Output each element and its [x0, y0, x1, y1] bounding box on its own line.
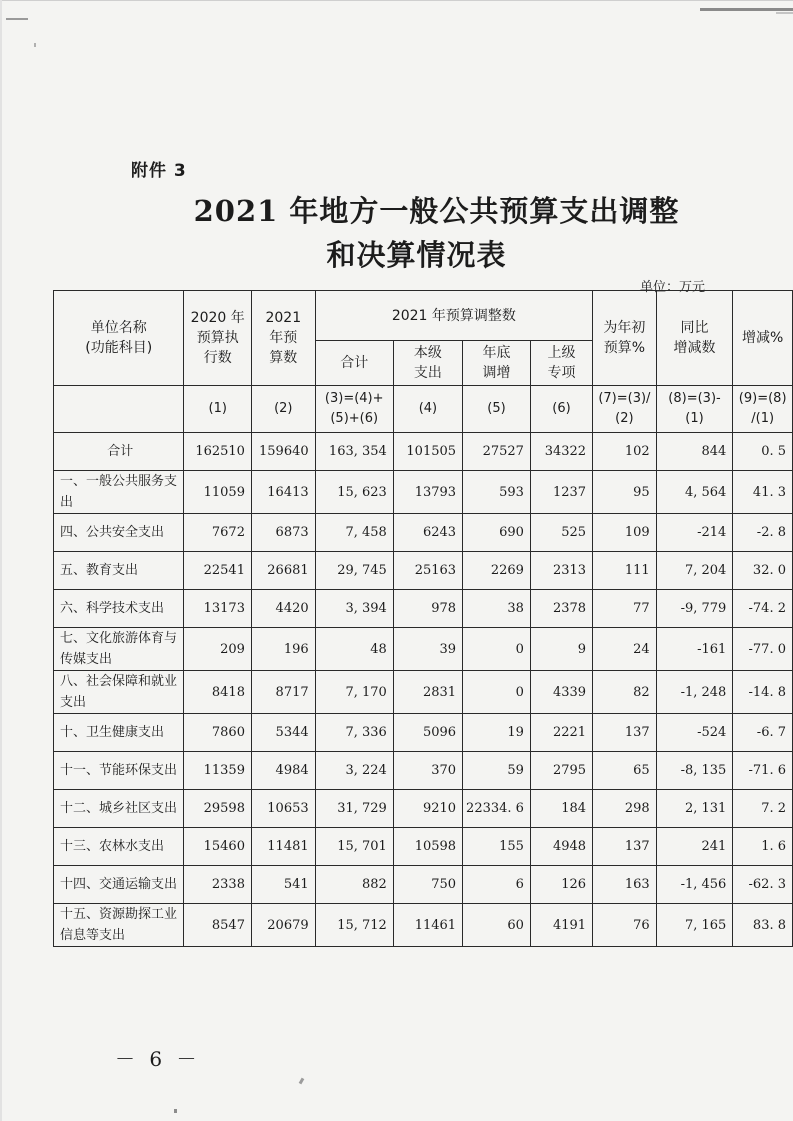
row-value-c4: 370 — [393, 752, 462, 790]
row-value-c4: 101505 — [393, 433, 462, 471]
document-title-line1: 2021 年地方一般公共预算支出调整 — [193, 194, 680, 228]
header-index-3: (3)=(4)+ (5)+(6) — [315, 386, 393, 433]
row-value-c3: 882 — [315, 866, 393, 904]
row-value-c7: 109 — [593, 514, 657, 552]
row-value-c8: -524 — [656, 714, 733, 752]
row-value-c2: 4984 — [251, 752, 315, 790]
row-value-c3: 7, 458 — [315, 514, 393, 552]
row-value-c8: 4, 564 — [656, 471, 733, 514]
row-category-name: 一、一般公共服务支出 — [54, 471, 184, 514]
row-value-c7: 102 — [593, 433, 657, 471]
row-value-c6: 2378 — [530, 590, 592, 628]
scan-edge-top — [0, 0, 793, 1]
row-value-c8: -9, 779 — [656, 590, 733, 628]
row-value-c6: 9 — [530, 628, 592, 671]
header-index-7: (7)=(3)/ (2) — [593, 386, 657, 433]
row-category-name: 六、科学技术支出 — [54, 590, 184, 628]
row-value-c5: 27527 — [463, 433, 531, 471]
row-value-c4: 750 — [393, 866, 462, 904]
header-change-pct: 增减% — [733, 291, 793, 386]
row-value-c9: 83. 8 — [733, 904, 793, 947]
row-value-c5: 59 — [463, 752, 531, 790]
row-value-c9: 1. 6 — [733, 828, 793, 866]
row-value-c2: 541 — [251, 866, 315, 904]
row-value-c5: 38 — [463, 590, 531, 628]
row-value-c2: 16413 — [251, 471, 315, 514]
row-value-c6: 525 — [530, 514, 592, 552]
header-index-blank — [54, 386, 184, 433]
row-value-c2: 26681 — [251, 552, 315, 590]
row-value-c8: -161 — [656, 628, 733, 671]
row-value-c4: 39 — [393, 628, 462, 671]
table-row — [54, 866, 793, 904]
scan-mark — [700, 8, 793, 11]
scan-speck — [34, 43, 36, 47]
row-value-c7: 298 — [593, 790, 657, 828]
header-index-1: (1) — [184, 386, 251, 433]
scan-edge-left — [0, 0, 2, 1121]
row-value-c3: 3, 394 — [315, 590, 393, 628]
table-row — [54, 514, 793, 552]
row-value-c2: 196 — [251, 628, 315, 671]
row-value-c4: 6243 — [393, 514, 462, 552]
header-total: 合计 — [315, 341, 393, 386]
row-value-c8: 844 — [656, 433, 733, 471]
row-value-c2: 11481 — [251, 828, 315, 866]
row-value-c7: 95 — [593, 471, 657, 514]
row-value-c6: 4191 — [530, 904, 592, 947]
row-value-c7: 137 — [593, 714, 657, 752]
row-value-c4: 2831 — [393, 671, 462, 714]
table-row — [54, 433, 793, 471]
row-value-c5: 0 — [463, 628, 531, 671]
row-value-c1: 29598 — [184, 790, 251, 828]
scan-mark — [6, 18, 28, 20]
row-value-c6: 34322 — [530, 433, 592, 471]
table-row — [54, 590, 793, 628]
scan-speck — [299, 1078, 305, 1085]
row-value-c8: -214 — [656, 514, 733, 552]
row-value-c5: 155 — [463, 828, 531, 866]
row-value-c7: 77 — [593, 590, 657, 628]
row-value-c1: 209 — [184, 628, 251, 671]
row-category-name: 十三、农林水支出 — [54, 828, 184, 866]
table-row — [54, 752, 793, 790]
row-category-name: 十五、资源勘探工业信息等支出 — [54, 904, 184, 947]
row-value-c5: 22334. 6 — [463, 790, 531, 828]
row-value-c3: 29, 745 — [315, 552, 393, 590]
row-value-c4: 5096 — [393, 714, 462, 752]
row-value-c7: 82 — [593, 671, 657, 714]
row-value-c9: 7. 2 — [733, 790, 793, 828]
row-value-c1: 7672 — [184, 514, 251, 552]
row-value-c3: 7, 336 — [315, 714, 393, 752]
row-value-c6: 1237 — [530, 471, 592, 514]
row-value-c6: 4948 — [530, 828, 592, 866]
row-value-c2: 4420 — [251, 590, 315, 628]
row-value-c7: 76 — [593, 904, 657, 947]
row-value-c4: 25163 — [393, 552, 462, 590]
row-value-c5: 19 — [463, 714, 531, 752]
table-row — [54, 471, 793, 514]
row-category-name: 四、公共安全支出 — [54, 514, 184, 552]
row-category-name: 合计 — [54, 433, 184, 471]
header-index-4: (4) — [393, 386, 462, 433]
row-value-c1: 8418 — [184, 671, 251, 714]
row-value-c5: 6 — [463, 866, 531, 904]
row-value-c1: 11059 — [184, 471, 251, 514]
header-index-8: (8)=(3)- (1) — [656, 386, 733, 433]
row-value-c7: 65 — [593, 752, 657, 790]
row-value-c6: 184 — [530, 790, 592, 828]
row-category-name: 八、社会保障和就业支出 — [54, 671, 184, 714]
row-value-c1: 162510 — [184, 433, 251, 471]
row-value-c5: 2269 — [463, 552, 531, 590]
row-value-c2: 8717 — [251, 671, 315, 714]
row-value-c9: -6. 7 — [733, 714, 793, 752]
row-value-c9: -74. 2 — [733, 590, 793, 628]
table-row — [54, 714, 793, 752]
header-superior-special: 上级 专项 — [530, 341, 592, 386]
header-index-6: (6) — [530, 386, 592, 433]
header-2021-adjustment-group: 2021 年预算调整数 — [315, 291, 592, 341]
row-value-c6: 2221 — [530, 714, 592, 752]
row-category-name: 七、文化旅游体育与传媒支出 — [54, 628, 184, 671]
row-value-c5: 593 — [463, 471, 531, 514]
table-row — [54, 790, 793, 828]
row-value-c7: 111 — [593, 552, 657, 590]
row-value-c1: 2338 — [184, 866, 251, 904]
row-value-c7: 137 — [593, 828, 657, 866]
row-value-c3: 15, 701 — [315, 828, 393, 866]
table-row — [54, 904, 793, 947]
row-value-c5: 0 — [463, 671, 531, 714]
table-row — [54, 628, 793, 671]
row-value-c3: 7, 170 — [315, 671, 393, 714]
row-value-c7: 163 — [593, 866, 657, 904]
row-value-c8: -1, 456 — [656, 866, 733, 904]
scan-mark — [776, 12, 793, 14]
row-value-c7: 24 — [593, 628, 657, 671]
row-value-c8: 241 — [656, 828, 733, 866]
scan-speck — [174, 1109, 177, 1113]
row-value-c4: 11461 — [393, 904, 462, 947]
header-yoy-change: 同比 增减数 — [656, 291, 733, 386]
document-title-line2: 和决算情况表 — [326, 238, 507, 272]
page-number: － 6 － — [115, 1047, 201, 1071]
attachment-label: 附件 3 — [131, 161, 187, 181]
row-value-c4: 978 — [393, 590, 462, 628]
row-value-c6: 4339 — [530, 671, 592, 714]
row-value-c9: -2. 8 — [733, 514, 793, 552]
header-index-5: (5) — [463, 386, 531, 433]
row-value-c5: 60 — [463, 904, 531, 947]
row-value-c9: -14. 8 — [733, 671, 793, 714]
row-value-c3: 15, 623 — [315, 471, 393, 514]
row-value-c8: -8, 135 — [656, 752, 733, 790]
row-value-c1: 13173 — [184, 590, 251, 628]
table-row — [54, 828, 793, 866]
row-value-c9: 41. 3 — [733, 471, 793, 514]
row-value-c1: 8547 — [184, 904, 251, 947]
row-value-c3: 15, 712 — [315, 904, 393, 947]
row-value-c3: 3, 224 — [315, 752, 393, 790]
header-2021-budget: 2021 年预 算数 — [251, 291, 315, 386]
table-row — [54, 671, 793, 714]
header-index-2: (2) — [251, 386, 315, 433]
row-category-name: 十、卫生健康支出 — [54, 714, 184, 752]
row-value-c1: 15460 — [184, 828, 251, 866]
row-value-c1: 22541 — [184, 552, 251, 590]
row-value-c6: 126 — [530, 866, 592, 904]
table-row — [54, 552, 793, 590]
row-value-c8: 2, 131 — [656, 790, 733, 828]
row-category-name: 五、教育支出 — [54, 552, 184, 590]
row-value-c8: -1, 248 — [656, 671, 733, 714]
row-value-c6: 2795 — [530, 752, 592, 790]
row-value-c4: 10598 — [393, 828, 462, 866]
row-value-c1: 7860 — [184, 714, 251, 752]
row-value-c2: 20679 — [251, 904, 315, 947]
row-value-c3: 48 — [315, 628, 393, 671]
row-value-c9: 0. 5 — [733, 433, 793, 471]
row-value-c9: -62. 3 — [733, 866, 793, 904]
row-value-c2: 6873 — [251, 514, 315, 552]
row-value-c9: -71. 6 — [733, 752, 793, 790]
row-value-c3: 163, 354 — [315, 433, 393, 471]
row-value-c8: 7, 165 — [656, 904, 733, 947]
unit-label: 单位：万元 — [640, 280, 706, 295]
header-year-end-increase: 年底 调增 — [463, 341, 531, 386]
row-value-c4: 13793 — [393, 471, 462, 514]
row-value-c6: 2313 — [530, 552, 592, 590]
header-pct-of-initial: 为年初 预算% — [593, 291, 657, 386]
row-category-name: 十一、节能环保支出 — [54, 752, 184, 790]
row-value-c5: 690 — [463, 514, 531, 552]
budget-table — [53, 290, 793, 947]
header-local-expenditure: 本级 支出 — [393, 341, 462, 386]
header-unit-name: 单位名称 (功能科目) — [54, 291, 184, 386]
row-value-c9: -77. 0 — [733, 628, 793, 671]
row-value-c4: 9210 — [393, 790, 462, 828]
header-index-9: (9)=(8) /(1) — [733, 386, 793, 433]
row-value-c3: 31, 729 — [315, 790, 393, 828]
row-category-name: 十四、交通运输支出 — [54, 866, 184, 904]
row-value-c2: 5344 — [251, 714, 315, 752]
row-value-c2: 10653 — [251, 790, 315, 828]
row-value-c8: 7, 204 — [656, 552, 733, 590]
row-value-c1: 11359 — [184, 752, 251, 790]
row-value-c9: 32. 0 — [733, 552, 793, 590]
header-2020-executed: 2020 年 预算执 行数 — [184, 291, 251, 386]
row-category-name: 十二、城乡社区支出 — [54, 790, 184, 828]
row-value-c2: 159640 — [251, 433, 315, 471]
